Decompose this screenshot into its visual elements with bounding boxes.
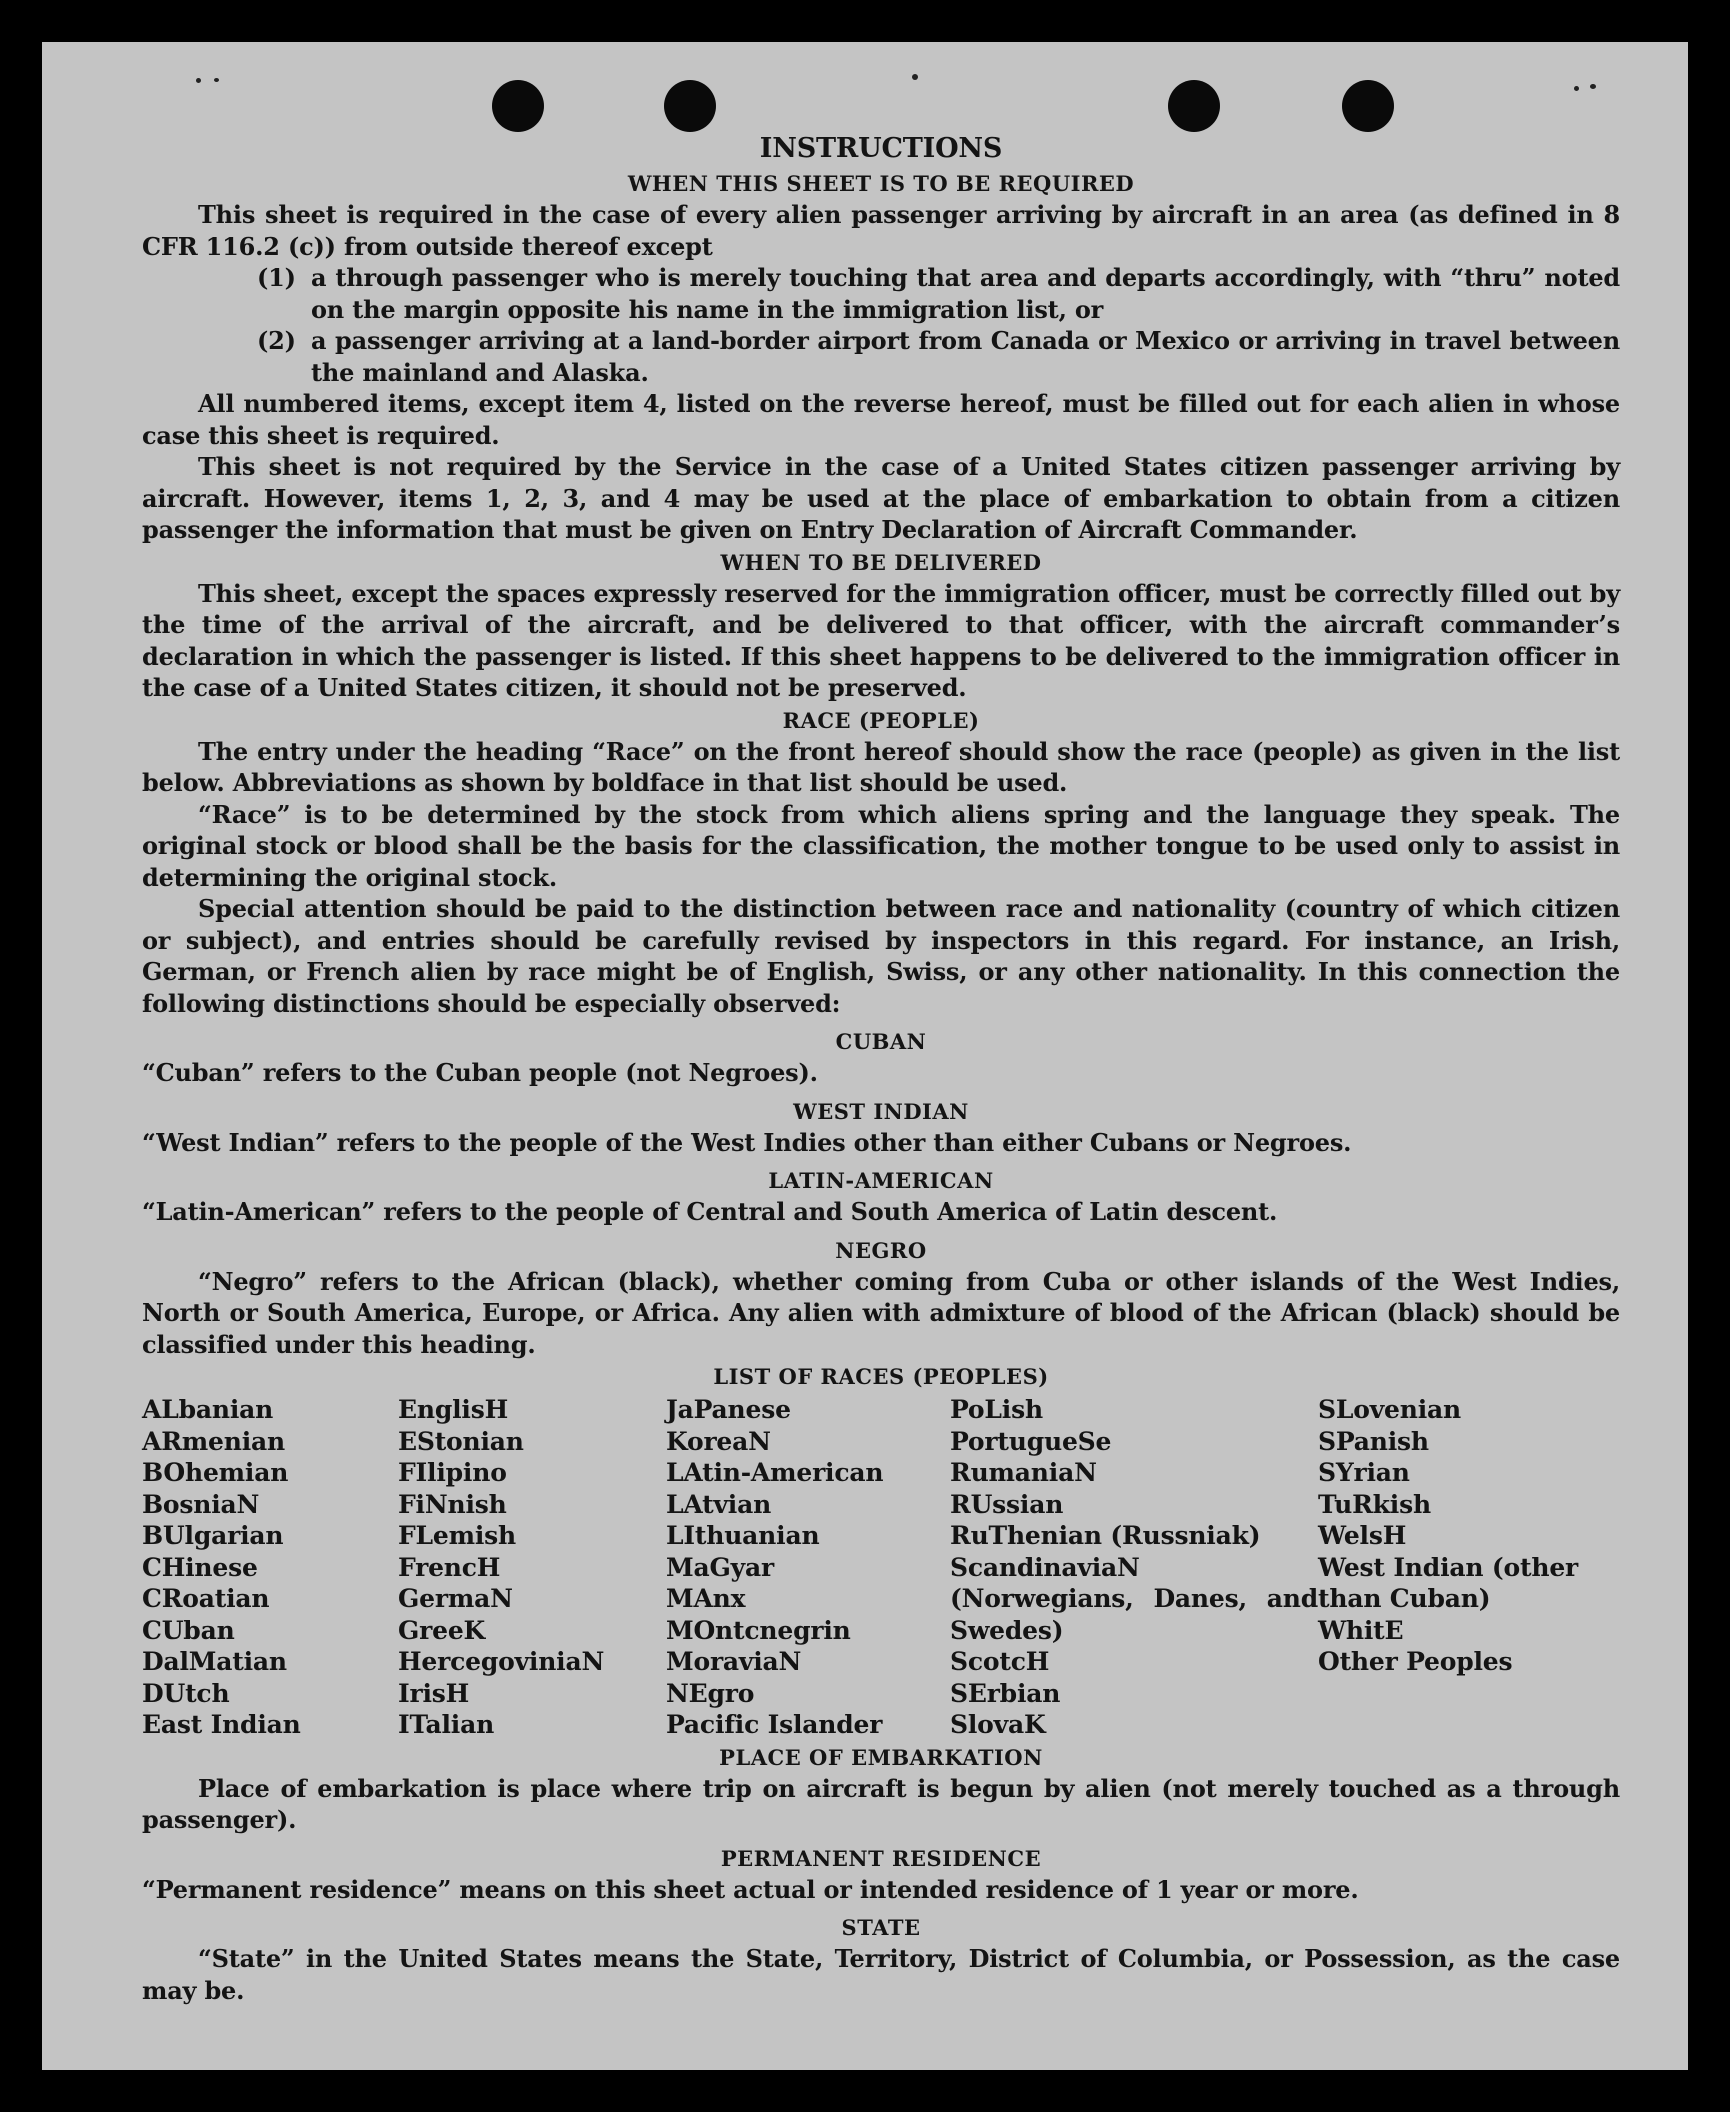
- item-number: (1): [257, 263, 296, 292]
- race-list-item: SErbian: [950, 1678, 1061, 1708]
- race-list-item: MOntcnegrin: [666, 1615, 851, 1645]
- document-page: [42, 42, 1688, 2070]
- race-list-column: [142, 1394, 398, 1741]
- section-heading-residence: PERMANENT RESIDENCE: [720, 1845, 1042, 1871]
- race-list-item: GreeK: [398, 1615, 486, 1645]
- race-list-item: HercegoviniaN: [398, 1647, 605, 1676]
- race-list-column: [398, 1394, 666, 1741]
- embarkation-paragraph: Place of embarkation is place where trip on aircraft is begun by alien (not merely touched as a through passenger).: [142, 1773, 1620, 1834]
- speck: [196, 78, 201, 83]
- race-list-item: West Indian (other than Cuban): [1318, 1552, 1578, 1613]
- race-list-item: FrencH: [398, 1552, 501, 1582]
- citizen-paragraph: This sheet is not required by the Service in the case of a United States citizen passenger arriving by aircraft. However, items 1, 2, 3, and 4 may be used at the place of embarkation to obtain from a citizen passenger the information that must be given on Entry Declaration of Aircraft Commander.: [142, 452, 1620, 544]
- race-list-item: PortugueSe: [950, 1426, 1112, 1456]
- race-list-column: [1318, 1394, 1578, 1741]
- race-list-item: LAtin-American: [666, 1458, 884, 1487]
- race-list-item: JaPanese: [666, 1395, 791, 1424]
- race-list-item: Other Peoples: [1318, 1647, 1513, 1676]
- cuban-definition: “Cuban” refers to the Cuban people (not Negroes).: [142, 1058, 818, 1087]
- race-list-item: KoreaN: [666, 1426, 771, 1456]
- race-list-item: RumaniaN: [950, 1458, 1097, 1487]
- section-heading-negro: NEGRO: [835, 1237, 927, 1263]
- race-list-item: WhitE: [1318, 1615, 1404, 1645]
- speck: [1574, 86, 1579, 91]
- race-list-item: ALbanian: [142, 1395, 274, 1424]
- race-list-item: DUtch: [142, 1678, 230, 1708]
- numbered-item: [257, 325, 1620, 388]
- speck: [214, 78, 219, 82]
- race-list-column: [950, 1394, 1318, 1741]
- race-list-item: CRoatian: [142, 1584, 270, 1613]
- race-list-item: CUban: [142, 1615, 235, 1645]
- race-list-item: RuThenian (Russniak): [950, 1521, 1261, 1550]
- race-list-item: FLemish: [398, 1521, 517, 1550]
- race-list-item: LIthuanian: [666, 1521, 820, 1550]
- race-list-item: PoLish: [950, 1395, 1043, 1424]
- race-list-item: TuRkish: [1318, 1489, 1431, 1519]
- race-list-item: Pacific Islander: [666, 1710, 883, 1739]
- race-list-column: [666, 1394, 950, 1741]
- race-paragraph-2: “Race” is to be determined by the stock from which aliens spring and the language they speak. The original stock or blood shall be the basis for the classification, the mother tongue to be used only to assist in determining the original stock.: [142, 799, 1620, 892]
- numbered-items-paragraph: All numbered items, except item 4, listed on the reverse hereof, must be filled out for each alien in whose case this sheet is required.: [142, 389, 1620, 450]
- race-list-item: FiNnish: [398, 1489, 507, 1519]
- race-list-item: SLovenian: [1318, 1395, 1461, 1424]
- race-list-item: CHinese: [142, 1552, 258, 1582]
- negro-definition: “Negro” refers to the African (black), whether coming from Cuba or other islands of the West Indies, North or South America, Europe, or Africa. Any alien with admixture of blood of the African (black) should be classified under this heading.: [142, 1266, 1620, 1359]
- punch-hole: [1168, 80, 1220, 132]
- page-title: INSTRUCTIONS: [759, 133, 1003, 164]
- item-text: a passenger arriving at a land-border airport from Canada or Mexico or arriving in travel between the mainland and Alaska.: [311, 326, 1620, 387]
- race-list-item: BOhemian: [142, 1458, 289, 1487]
- item-text: a through passenger who is merely touching that area and departs accordingly, with “thru” noted on the margin opposite his name in the immigration list, or: [311, 263, 1620, 324]
- punch-hole: [1342, 80, 1394, 132]
- state-paragraph: “State” in the United States means the State, Territory, District of Columbia, or Possession, as the case may be.: [142, 1944, 1620, 2005]
- section-heading-embarkation: PLACE OF EMBARKATION: [719, 1744, 1043, 1770]
- west-indian-definition: “West Indian” refers to the people of the West Indies other than either Cubans or Negroes.: [142, 1127, 1352, 1157]
- race-list-item: EStonian: [398, 1426, 524, 1456]
- race-list-item: IrisH: [398, 1678, 470, 1708]
- race-list-item: NEgro: [666, 1678, 755, 1708]
- race-list-item: LAtvian: [666, 1489, 772, 1519]
- race-list-item: SlovaK: [950, 1710, 1046, 1739]
- residence-paragraph: “Permanent residence” means on this sheet actual or intended residence of 1 year or more.: [142, 1874, 1359, 1904]
- punch-hole: [664, 80, 716, 132]
- race-list-item: FIlipino: [398, 1458, 507, 1487]
- required-intro: This sheet is required in the case of every alien passenger arriving by aircraft in an area (as defined in 8 CFR 116.2 (c)) from outside thereof except: [142, 200, 1620, 261]
- section-heading-race: RACE (PEOPLE): [782, 707, 980, 733]
- punch-hole: [492, 80, 544, 132]
- section-heading-delivered: WHEN TO BE DELIVERED: [720, 549, 1042, 575]
- section-heading-cuban: CUBAN: [835, 1029, 927, 1054]
- race-list-item: East Indian: [142, 1710, 301, 1739]
- race-paragraph-1: The entry under the heading “Race” on the front hereof should show the race (people) as given in the list below. Abbreviations as shown by boldface in that list should be used.: [142, 736, 1620, 797]
- race-paragraph-3: Special attention should be paid to the distinction between race and nationality (country of which citizen or subject), and entries should be carefully revised by inspectors in this regard. For instance, an Irish, German, or French alien by race might be of English, Swiss, or any other nationality. In this connection the following distinctions should be especially observed:: [142, 894, 1620, 1018]
- race-list-item: SYrian: [1318, 1458, 1410, 1487]
- race-list-item: SPanish: [1318, 1426, 1429, 1456]
- section-heading-west-indian: WEST INDIAN: [793, 1098, 969, 1124]
- section-heading-state: STATE: [841, 1915, 921, 1940]
- race-list-item: GermaN: [398, 1584, 513, 1613]
- section-heading-required: WHEN THIS SHEET IS TO BE REQUIRED: [627, 171, 1135, 196]
- race-list-item: MAnx: [666, 1584, 746, 1613]
- speck: [912, 74, 918, 80]
- race-list: [142, 1394, 1620, 1741]
- item-number: (2): [257, 326, 296, 355]
- race-list-item: WelsH: [1318, 1521, 1407, 1550]
- race-list-item: ScotcH: [950, 1647, 1050, 1676]
- numbered-item: [257, 262, 1620, 325]
- section-heading-latin-american: LATIN-AMERICAN: [768, 1168, 994, 1193]
- race-list-item: RUssian: [950, 1489, 1064, 1519]
- race-list-item: MaGyar: [666, 1552, 774, 1582]
- section-heading-race-list: LIST OF RACES (PEOPLES): [713, 1364, 1049, 1389]
- instructions-content: [142, 132, 1620, 2006]
- race-list-item: DalMatian: [142, 1647, 287, 1676]
- race-list-item: MoraviaN: [666, 1647, 802, 1676]
- race-list-item: BUlgarian: [142, 1521, 284, 1550]
- race-list-item: BosniaN: [142, 1489, 260, 1519]
- speck: [1590, 84, 1596, 89]
- race-list-item: ScandinaviaN (Norwegians, Danes, and Swedes): [950, 1552, 1318, 1645]
- race-list-item: ITalian: [398, 1710, 495, 1739]
- race-list-item: ARmenian: [142, 1426, 285, 1456]
- race-list-item: EnglisH: [398, 1395, 509, 1424]
- delivered-paragraph: This sheet, except the spaces expressly reserved for the immigration officer, must be correctly filled out by the time of the arrival of the aircraft, and be delivered to that officer, with the aircraft commander’s declaration in which the passenger is listed. If this sheet happens to be delivered to the immigration officer in the case of a United States citizen, it should not be preserved.: [142, 578, 1620, 702]
- latin-american-definition: “Latin-American” refers to the people of Central and South America of Latin descent.: [142, 1197, 1278, 1226]
